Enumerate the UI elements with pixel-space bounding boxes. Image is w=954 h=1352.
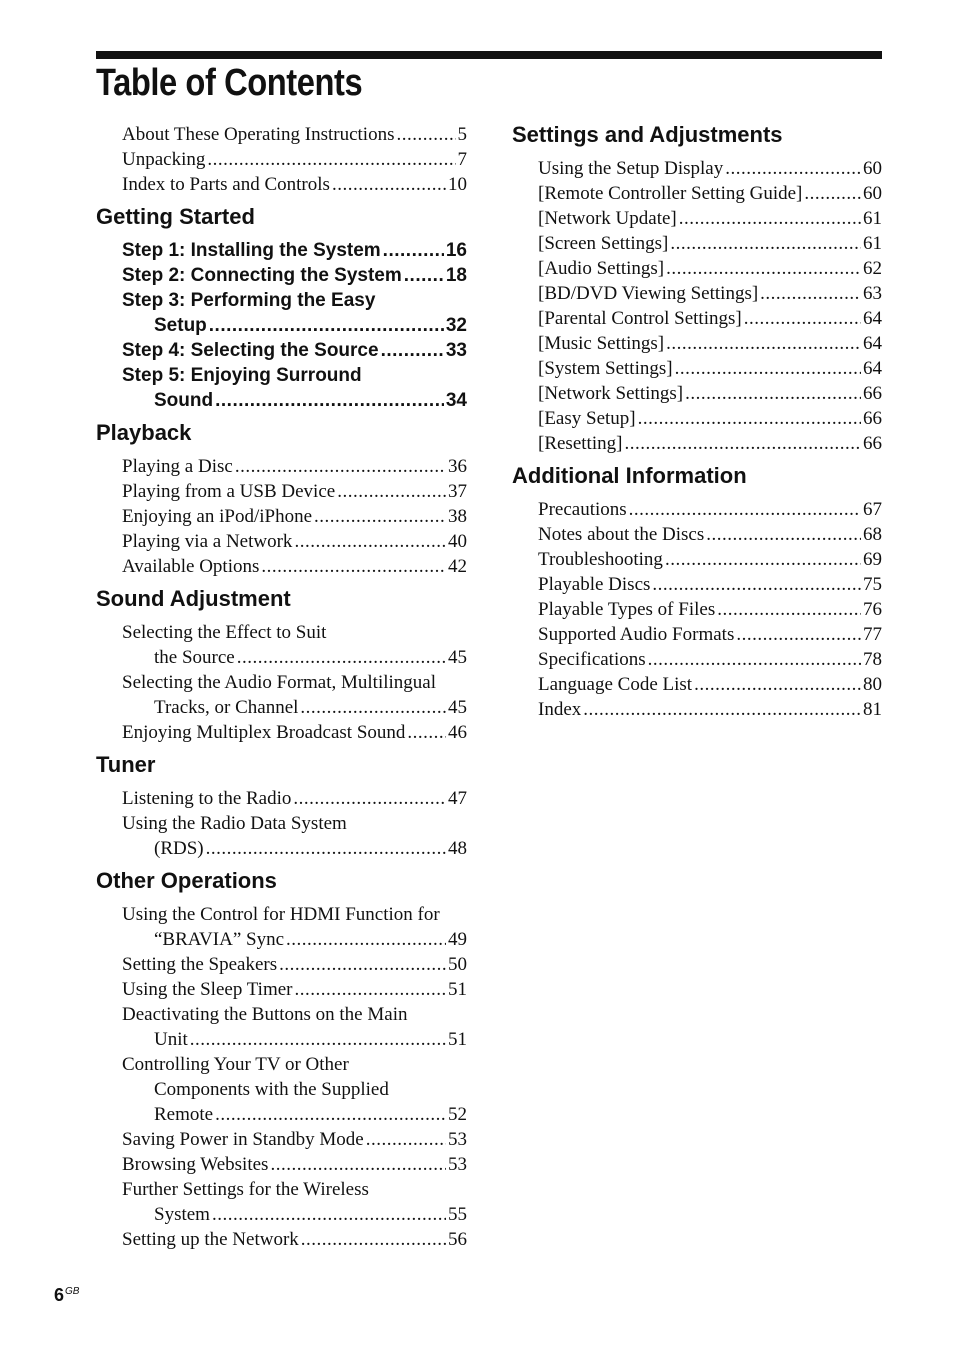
additional-information-list (538, 497, 882, 722)
toc-entry[interactable]: Language Code List ..... 80 (538, 672, 882, 697)
toc-entry[interactable]: Supported Audio Formats ..... 77 (538, 622, 882, 647)
toc-entry[interactable]: [Resetting] ..... 66 (538, 431, 882, 456)
toc-entry[interactable]: Controlling Your TV or Other Components with the Supplied Remote ..... 52 (122, 1052, 467, 1127)
sound-adjustment-list (122, 620, 467, 745)
toc-entry[interactable]: Step 1: Installing the System ..... 16 (122, 238, 467, 263)
toc-entry[interactable]: Browsing Websites ..... 53 (122, 1152, 467, 1177)
toc-entry[interactable]: [Parental Control Settings] ..... 64 (538, 306, 882, 331)
other-operations-list (122, 902, 467, 1252)
section-heading-sound-adjustment: Sound Adjustment (96, 586, 291, 611)
toc-entry[interactable]: Step 5: Enjoying Surround Sound ..... 34 (122, 363, 467, 413)
toc-entry[interactable]: Using the Sleep Timer ..... 51 (122, 977, 467, 1002)
intro-list (122, 122, 467, 197)
toc-entry[interactable]: Specifications ..... 78 (538, 647, 882, 672)
page-number-suffix: GB (65, 1286, 80, 1297)
toc-entry[interactable]: Setting the Speakers ..... 50 (122, 952, 467, 977)
toc-entry[interactable]: About These Operating Instructions ..... 5 (122, 122, 467, 147)
toc-entry[interactable]: Playing a Disc ..... 36 (122, 454, 467, 479)
toc-entry[interactable]: Step 2: Connecting the System ..... 18 (122, 263, 467, 288)
toc-entry[interactable]: [Network Update] ..... 61 (538, 206, 882, 231)
section-heading-getting-started: Getting Started (96, 204, 255, 229)
toc-entry[interactable]: [Music Settings] ..... 64 (538, 331, 882, 356)
toc-entry[interactable]: Enjoying Multiplex Broadcast Sound ..... 46 (122, 720, 467, 745)
toc-entry[interactable]: [Audio Settings] ..... 62 (538, 256, 882, 281)
page-title: Table of Contents (96, 62, 363, 104)
toc-entry[interactable]: Further Settings for the Wireless System ..... 55 (122, 1177, 467, 1227)
toc-entry[interactable]: [System Settings] ..... 64 (538, 356, 882, 381)
toc-entry[interactable]: Precautions ..... 67 (538, 497, 882, 522)
section-heading-playback: Playback (96, 420, 192, 445)
toc-entry[interactable]: Playable Types of Files ..... 76 (538, 597, 882, 622)
toc-entry[interactable]: Notes about the Discs ..... 68 (538, 522, 882, 547)
toc-entry[interactable]: Enjoying an iPod/iPhone ..... 38 (122, 504, 467, 529)
playback-list (122, 454, 467, 579)
section-heading-additional-information: Additional Information (512, 463, 747, 488)
toc-entry[interactable]: [BD/DVD Viewing Settings] ..... 63 (538, 281, 882, 306)
toc-entry[interactable]: Selecting the Effect to Suit the Source ..... 45 (122, 620, 467, 670)
toc-entry[interactable]: Setting up the Network ..... 56 (122, 1227, 467, 1252)
toc-entry[interactable]: Deactivating the Buttons on the Main Unit ..... 51 (122, 1002, 467, 1052)
toc-entry[interactable]: Available Options ..... 42 (122, 554, 467, 579)
toc-entry[interactable]: Selecting the Audio Format, Multilingual Tracks, or Channel ..... 45 (122, 670, 467, 720)
toc-entry[interactable]: Using the Control for HDMI Function for “BRAVIA” Sync ..... 49 (122, 902, 467, 952)
toc-entry[interactable]: Playing via a Network ..... 40 (122, 529, 467, 554)
settings-list (538, 156, 882, 456)
toc-entry[interactable]: Saving Power in Standby Mode ..... 53 (122, 1127, 467, 1152)
toc-entry[interactable]: Playable Discs ..... 75 (538, 572, 882, 597)
getting-started-list (122, 238, 467, 413)
toc-entry[interactable]: Listening to the Radio ..... 47 (122, 786, 467, 811)
toc-entry[interactable]: [Network Settings] ..... 66 (538, 381, 882, 406)
section-heading-tuner: Tuner (96, 752, 156, 777)
section-heading-settings: Settings and Adjustments (512, 122, 783, 147)
toc-entry[interactable]: Using the Radio Data System (RDS) ..... 48 (122, 811, 467, 861)
page-number-value: 6 (54, 1285, 65, 1305)
toc-entry[interactable]: [Screen Settings] ..... 61 (538, 231, 882, 256)
title-rule (96, 51, 882, 59)
toc-entry[interactable]: Index ..... 81 (538, 697, 882, 722)
tuner-list (122, 786, 467, 861)
toc-entry[interactable]: Using the Setup Display ..... 60 (538, 156, 882, 181)
toc-entry[interactable]: Step 3: Performing the Easy Setup ..... 32 (122, 288, 467, 338)
toc-entry[interactable]: [Remote Controller Setting Guide] ..... 60 (538, 181, 882, 206)
toc-entry[interactable]: Troubleshooting ..... 69 (538, 547, 882, 572)
toc-entry[interactable]: [Easy Setup] ..... 66 (538, 406, 882, 431)
toc-entry[interactable]: Index to Parts and Controls ..... 10 (122, 172, 467, 197)
page-number (54, 1285, 79, 1306)
toc-entry[interactable]: Step 4: Selecting the Source ..... 33 (122, 338, 467, 363)
toc-entry[interactable]: Unpacking ..... 7 (122, 147, 467, 172)
section-heading-other-operations: Other Operations (96, 868, 277, 893)
toc-entry[interactable]: Playing from a USB Device ..... 37 (122, 479, 467, 504)
